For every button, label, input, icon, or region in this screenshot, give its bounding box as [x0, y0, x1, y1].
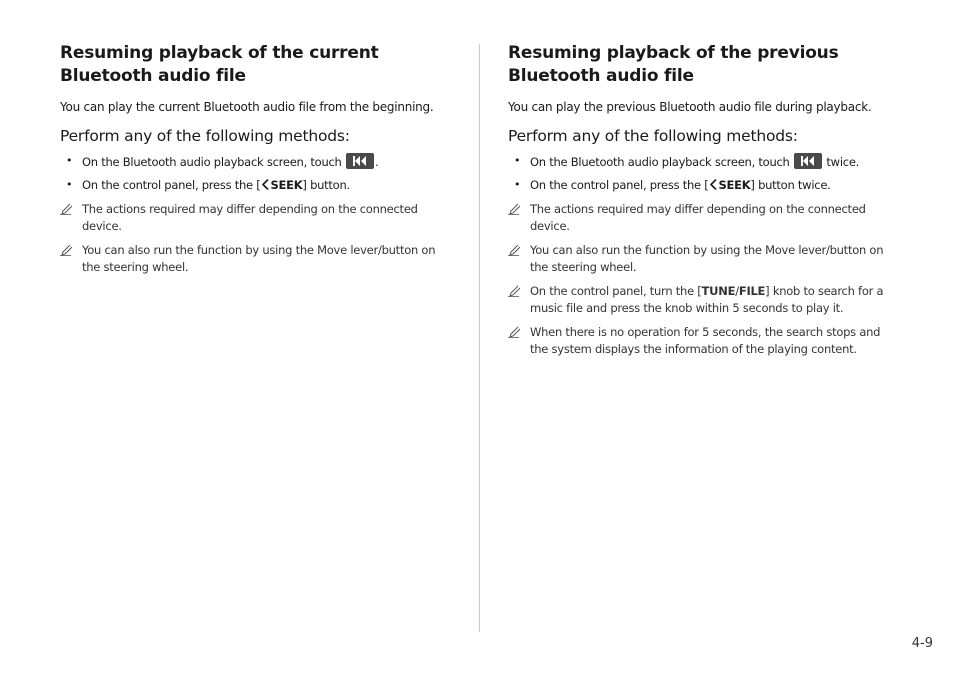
chevron-left-icon [710, 178, 717, 194]
notes [60, 201, 452, 276]
file-key-label: FILE [738, 284, 766, 298]
note-text: When there is no operation for 5 seconds, the search stops and the system displays the information of the playing content. [530, 325, 881, 356]
section-title: Resuming playback of the previous Bluetooth audio file [508, 43, 839, 86]
bullet-dot: • [66, 154, 73, 167]
pencil-note-icon [60, 203, 72, 220]
bullet-dot: • [514, 178, 521, 191]
methods-list [508, 153, 900, 194]
section-intro: You can play the current Bluetooth audio file from the beginning. [60, 100, 434, 114]
pencil-note-icon [508, 244, 520, 261]
methods-heading: Perform any of the following methods: [508, 127, 798, 145]
section-intro: You can play the previous Bluetooth audio file during playback. [508, 100, 872, 114]
bullet-suffix: . [375, 155, 379, 169]
note-prefix: On the control panel, turn the [ [530, 284, 702, 298]
bullet-text: On the Bluetooth audio playback screen, touch [530, 155, 790, 169]
left-column [60, 42, 452, 276]
list-item [60, 153, 452, 170]
pencil-note-icon [508, 285, 520, 302]
note-item [508, 324, 900, 358]
bullet-prefix: On the control panel, press the [ [530, 178, 709, 192]
chevron-left-icon [262, 178, 269, 194]
seek-key-label: SEEK [718, 178, 751, 192]
note-text: You can also run the function by using the Move lever/button on the steering wheel. [82, 243, 436, 274]
methods-heading: Perform any of the following methods: [60, 127, 350, 145]
tune-key-label: TUNE [701, 284, 736, 298]
note-suffix: ] knob to search for a music file and press the knob within 5 seconds to play it. [530, 284, 884, 315]
pencil-note-icon [508, 203, 520, 220]
right-column [508, 42, 900, 358]
skip-previous-icon [794, 153, 822, 169]
bullet-suffix: ] button twice. [750, 178, 831, 192]
list-item [508, 177, 900, 194]
bullet-suffix: ] button. [302, 178, 350, 192]
bullet-dot: • [66, 178, 73, 191]
pencil-note-icon [508, 326, 520, 343]
note-text: The actions required may differ depending on the connected device. [82, 202, 418, 233]
list-item [508, 153, 900, 170]
note-item [508, 201, 900, 235]
skip-previous-icon [346, 153, 374, 169]
bullet-dot: • [514, 154, 521, 167]
section-title: Resuming playback of the current Bluetooth audio file [60, 43, 379, 86]
note-item [508, 242, 900, 276]
seek-key-label: SEEK [270, 178, 303, 192]
note-item [508, 283, 900, 317]
note-text: You can also run the function by using the Move lever/button on the steering wheel. [530, 243, 884, 274]
pencil-note-icon [60, 244, 72, 261]
page-number: 4-9 [911, 636, 933, 651]
bullet-text: On the Bluetooth audio playback screen, touch [82, 155, 342, 169]
note-text: The actions required may differ depending on the connected device. [530, 202, 866, 233]
notes [508, 201, 900, 358]
note-item [60, 201, 452, 235]
bullet-suffix: twice. [826, 155, 860, 169]
note-item [60, 242, 452, 276]
methods-list [60, 153, 452, 194]
list-item [60, 177, 452, 194]
bullet-prefix: On the control panel, press the [ [82, 178, 261, 192]
key-separator: / [735, 284, 739, 298]
column-divider [479, 44, 480, 632]
